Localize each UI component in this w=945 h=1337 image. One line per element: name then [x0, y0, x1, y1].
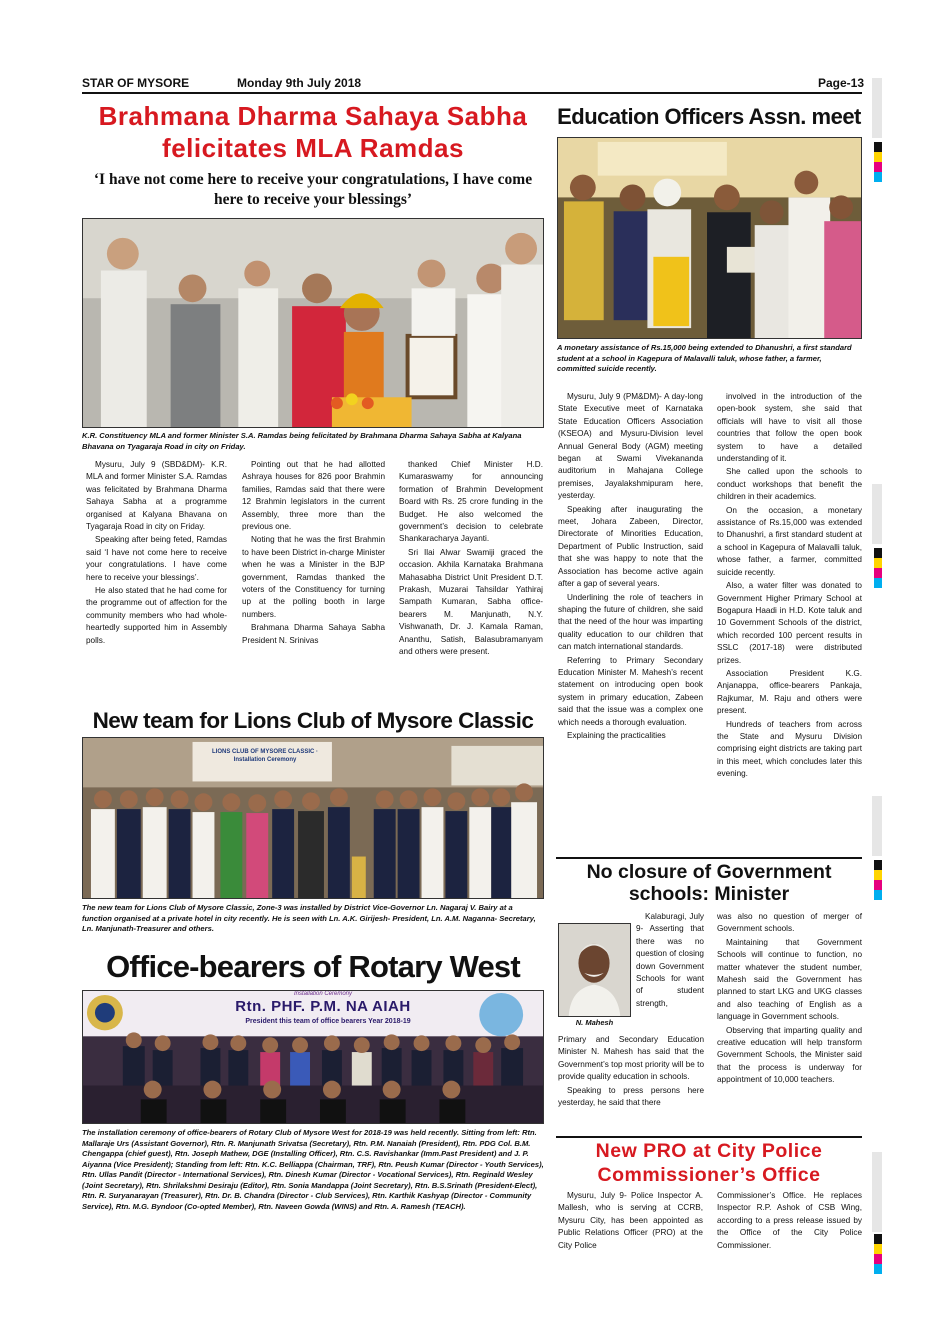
- reg-cyan: [874, 578, 882, 588]
- article-column-2: [717, 911, 862, 1087]
- page-number: Page-13: [818, 76, 865, 90]
- paragraph: He also stated that he had come for the programme out of affection for the community members who had whole-heartedly supported him in Assembly polls.: [86, 586, 227, 645]
- photo-caption-rotary: The installation ceremony of office-bearers of Rotary Club of Mysore West for 2018-19 was held recently. Sitting from left: Rtn. Mallaraje Urs (Assistant Governor), Rtn. R. Manjunath Srivatsa (Secretary), Rtn. P.M. Nanaiah (President), Rtn. PDG Col. B.M. Chengappa (chief guest), Rtn. Joseph Mathew, DGE (Installing Officer), Rtn. C.S. Ravishankar (Imm.Past President) and J. P. Aiyanna (Vice President); Standing from left: Rtn. K.C. Belliappa (Chairman, TRF), Rtn. Peush Kumar (Director - Youth Services), Rtn. Ullas Pandit (Director - International Services), Rtn. Dinesh Kumar (Director - Vocational Services), Rtn. Reginald Wesley (Joint Secretary), Rtn. Shrilakshmi Desiraju (Editor), Rtn. Sonia Mandappa (Joint Secretary), Rtn. B.S.Srinath (President-Elect), Rtn. R. Suryanarayan (Treasurer), Rtn. Dr. B. Chandra (Director - Club Services), Rtn. Karthik Kashyap (Director - Community Service), Rtn. M.G. Byndoor (Co-opted Member), Rtn. Naveen Gowda (WINS) and Rtn. A. Ramesh (TEACH).: [82, 1128, 544, 1211]
- article-column-1: [558, 1034, 704, 1109]
- article-headline-brahmana: Brahmana Dharma Sahaya Sabha felicitates MLA Ramdas: [98, 101, 528, 163]
- paragraph: Mysuru, July 9- Police Inspector A. Mallesh, who is serving at CCRB, Mysuru City, has been appointed as Public Relations Officer (PRO) at the City Police: [558, 1191, 703, 1250]
- issue-date: Monday 9th July 2018: [237, 76, 362, 90]
- reg-cyan: [874, 172, 882, 182]
- rotary-banner-line3: President this team of office bearers Year 2018-19: [245, 1018, 411, 1025]
- reg-black: [874, 142, 882, 152]
- photo-caption-education: A monetary assistance of Rs.15,000 being extended to Dhanushri, a first standard student at a school in Kagepura of Malavalli taluk, whose father, a farmer, committed suicide recently.: [557, 343, 852, 373]
- reg-black: [874, 860, 882, 870]
- article-column-3: [399, 459, 543, 659]
- rotary-banner-line2: Rtn. PHF. P.M. NA AIAH: [235, 998, 411, 1015]
- photo-caption-lions: The new team for Lions Club of Mysore Classic, Zone-3 was installed by District Vice-Governor Ln. Nagaraj V. Bairy at a function organised at a private hotel in city recently. He is seen with Ln. A.K. Girijesh- President, Ln. A.M. Naganna- Secretary, Ln. Manjunath-Treasurer and others.: [82, 903, 536, 933]
- paragraph: was also no question of merger of Government schools.: [717, 912, 862, 934]
- paragraph: Explaining the practicalities: [567, 730, 666, 740]
- paragraph: thanked Chief Minister H.D. Kumaraswamy for announcing formation of Brahmin Development Board with Rs. 25 crore funding in the Budget. He also welcomed the government’s decision to celebrate Shankaracharya Jayanti.: [399, 460, 543, 544]
- photo-lions-club: [82, 737, 544, 899]
- article-column-2: [717, 391, 862, 781]
- paragraph: Observing that imparting quality and creative education will help transform Government Schools, the Minister said that the process is underway for appointment of 10,000 teachers.: [717, 1025, 862, 1085]
- reg-black: [874, 1234, 882, 1244]
- paragraph: Brahmana Dharma Sahaya Sabha President N. Srinivas: [242, 623, 385, 645]
- reg-magenta: [874, 880, 882, 890]
- article-top-rule: [556, 1136, 862, 1138]
- photo-education-meet: [557, 137, 862, 339]
- reg-yellow: [874, 1244, 882, 1254]
- paragraph: Maintaining that Government Schools will continue to function, no matter whatever the student number, Mahesh said the Government has planned to start LKG and UKG classes and also teaching of English as a language in Government schools.: [717, 937, 862, 1022]
- side-grey-bar: [872, 484, 882, 544]
- paragraph: Noting that he was the first Brahmin to have been District in-charge Minister when he was a Minister in the BJP government, Ramdas thanked the voters of the Constituency for turning up at the polling booth in large numbers.: [242, 535, 385, 619]
- paragraph: She called upon the schools to conduct workshops that benefit the children in their academics.: [717, 467, 862, 502]
- photo-label-mahesh: N. Mahesh: [575, 1018, 614, 1027]
- side-grey-bar: [872, 78, 882, 138]
- paragraph: Sri Ilai Alwar Swamiji graced the occasion. Akhila Karnataka Brahmana Mahasabha District Unit President D.T. Prakash, Muzarai Tahsildar Yathiraj Sampath Kumaran, Sabha office-bearers M. Manjunath, N.Y. Vishwanath, Dr. J. Kamala Raman, Ananthu, Satish, Balasubramanyam and others were present.: [399, 547, 543, 657]
- paragraph: involved in the introduction of the open-book system, she said that officials will have to visit all those countries that follow the open book system to have a detailed understanding of it.: [717, 392, 862, 464]
- article-column-1: [558, 391, 703, 742]
- paragraph: Also, a water filter was donated to Government Higher Primary School at Bogapura Haadi in H.D. Kote taluk and 10 Government Schools of the district, which recorded 100 percent results in SSLC (2017-18) were distributed prizes.: [717, 581, 862, 665]
- paragraph: Commissioner’s Office. He replaces Inspector R.P. Ashok of CSB Wing, according to a press release issued by the Office of the City Police Commissioner.: [717, 1191, 862, 1250]
- article-subhead-quote: ‘I have not come here to receive your congratulations, I have come here to receive your blessings’: [93, 171, 533, 208]
- paragraph: Speaking after inaugurating the meet, Johara Zabeen, Director, Directorate of Minorities Education, Department of Public Instruction, said that she was happy to note that the Association has become active again after a gap of several years.: [558, 504, 703, 589]
- article-column-1-wrap: [636, 911, 704, 1010]
- paragraph: Primary and Secondary Education Minister N. Mahesh has said that the Government’s top most priority will be to provide quality education in schools.: [558, 1035, 704, 1082]
- reg-yellow: [874, 152, 882, 162]
- paragraph: Pointing out that he had allotted Ashraya houses for 826 poor Brahmin families, Ramdas said that there were 12 Brahmin legislators in the current Assembly, three more than the previous one.: [242, 460, 385, 532]
- article-headline-lions: New team for Lions Club of Mysore Classic: [92, 708, 534, 733]
- paragraph: Speaking after being feted, Ramdas said ‘I have not come here to receive your congratulations. I have come here to receive your blessings’.: [86, 535, 227, 582]
- paragraph: Mysuru, July 9 (SBD&DM)- K.R. MLA and former Minister S.A. Ramdas was felicitated by Brahmana Dharma Sahaya Sabha at a programme organised at Kalyana Bhavana on Tyagaraja Road in city on Friday.: [86, 460, 227, 532]
- article-column-1: [86, 459, 227, 647]
- paragraph: Hundreds of teachers from across the State and Mysuru Division comprising eight districts are taking part in this meet, which concludes later this evening.: [717, 719, 862, 779]
- photo-caption-ramdas: K.R. Constituency MLA and former Minister S.A. Ramdas being felicitated by Brahmana Dharma Sahaya Sabha at Kalyana Bhavana on Tyagaraja Road in city on Friday.: [82, 431, 522, 451]
- reg-magenta: [874, 568, 882, 578]
- reg-cyan: [874, 1264, 882, 1274]
- reg-yellow: [874, 558, 882, 568]
- lions-banner-text: LIONS CLUB OF MYSORE CLASSIC · Installation Ceremony: [211, 749, 318, 763]
- paragraph: On the occasion, a monetary assistance of Rs.15,000 was extended to Dhanushri, a first standard student at a school in Kagepura of Malavalli taluk, whose father, a farmer, committed suicide recently.: [717, 505, 862, 577]
- side-grey-bar: [872, 796, 882, 856]
- side-grey-bar: [872, 1152, 882, 1232]
- article-headline-education: Education Officers Assn. meet: [557, 104, 861, 129]
- reg-cyan: [874, 890, 882, 900]
- reg-black: [874, 548, 882, 558]
- paragraph: Speaking to press persons here yesterday, he said that there: [558, 1085, 704, 1108]
- reg-yellow: [874, 870, 882, 880]
- photo-rotary-west: [82, 990, 544, 1124]
- reg-magenta: [874, 162, 882, 172]
- rotary-banner-line1: Installation Ceremony: [293, 991, 353, 997]
- paragraph: Referring to Primary Secondary Education Minister M. Mahesh’s recent statement on introducing open book system in primary education, Zabeen said that the issue was a complex one which needs a thorough evaluation.: [558, 655, 703, 727]
- header-rule: [82, 92, 862, 94]
- article-top-rule: [556, 857, 862, 859]
- photo-ramdas-felicitation: [82, 218, 544, 428]
- paragraph: Association President K.G. Anjanappa, office-bearers Pankaja, Rajkumar, M. Raju and others were present.: [717, 668, 862, 716]
- paragraph: Kalaburagi, July 9- Asserting that there was no question of closing down Government Schools for want of student strength,: [636, 912, 704, 1008]
- paragraph: Mysuru, July 9 (PM&DM)- A day-long State Executive meet of Karnataka State Education Officers Association (KSEOA) and Mysuru-Division level Annual General Body (AGM) meeting began at Swami Vivekananda auditorium in Mahajana College premises, Jayalakshmipuram here, yesterday.: [558, 392, 703, 501]
- paragraph: Underlining the role of teachers in shaping the future of children, she said that the need of the hour was imparting quality education to our children that can match international standards.: [558, 592, 703, 652]
- photo-n-mahesh: [558, 923, 631, 1017]
- article-column-1: [558, 1190, 703, 1252]
- article-column-2: [717, 1190, 862, 1252]
- article-headline-rotary: Office-bearers of Rotary West: [106, 949, 520, 984]
- reg-magenta: [874, 1254, 882, 1264]
- masthead-name: STAR OF MYSORE: [82, 76, 190, 90]
- article-headline-pro: New PRO at City Police Commissioner’s Office: [595, 1140, 823, 1186]
- article-column-2: [242, 459, 385, 647]
- article-headline-no-closure: No closure of Government schools: Minister: [586, 861, 832, 905]
